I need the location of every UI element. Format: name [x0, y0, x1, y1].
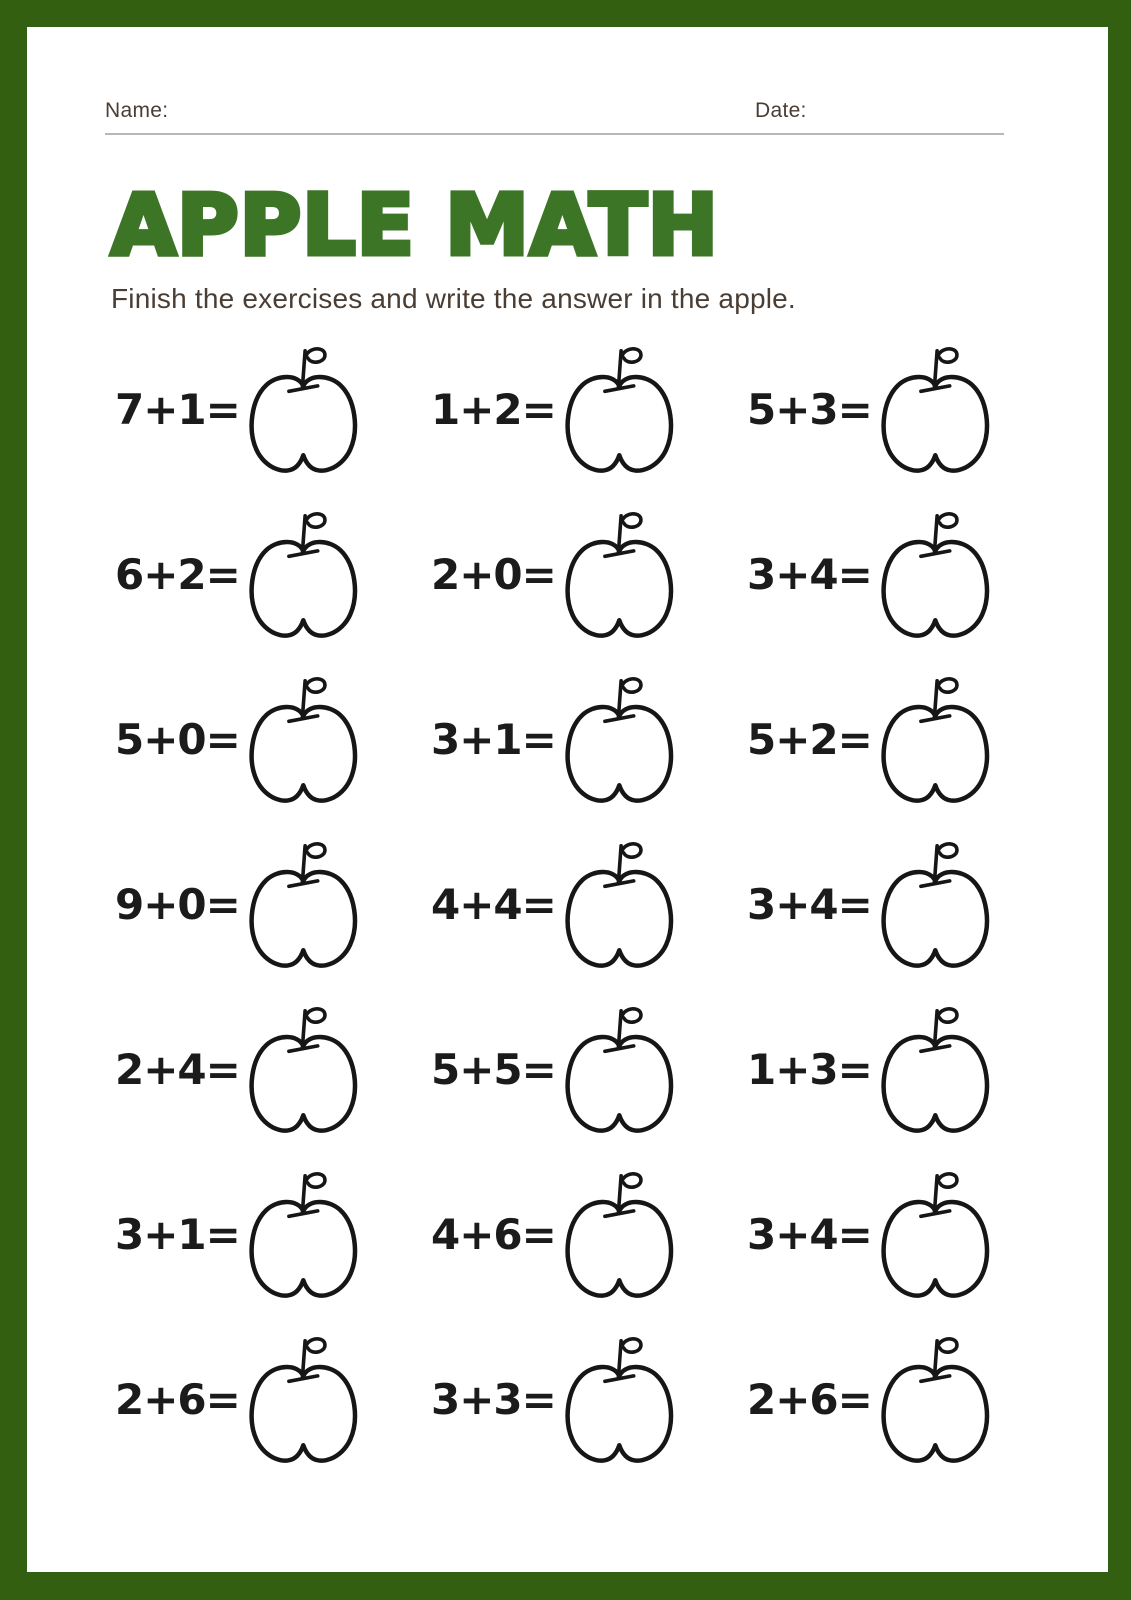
problem-cell: [747, 1169, 1063, 1305]
problem-text: 5+0=: [115, 715, 240, 764]
problems-grid: [115, 329, 1063, 1484]
problem-cell: [431, 1004, 747, 1140]
date-label: Date:: [755, 99, 807, 122]
apple-icon[interactable]: [875, 1169, 1001, 1305]
apple-icon[interactable]: [875, 509, 1001, 645]
problem-cell: [431, 344, 747, 480]
problem-text: 3+1=: [431, 715, 556, 764]
problem-text: 4+4=: [431, 880, 556, 929]
apple-icon[interactable]: [243, 674, 369, 810]
problem-text: 7+1=: [115, 385, 240, 434]
worksheet-page: [27, 27, 1108, 1572]
apple-icon[interactable]: [875, 1004, 1001, 1140]
problem-cell: [115, 674, 431, 810]
problem-text: 2+0=: [431, 550, 556, 599]
problem-cell: [747, 344, 1063, 480]
apple-icon[interactable]: [243, 344, 369, 480]
problem-text: 3+1=: [115, 1210, 240, 1259]
apple-icon[interactable]: [243, 1004, 369, 1140]
apple-icon[interactable]: [875, 839, 1001, 975]
problem-cell: [115, 1334, 431, 1470]
apple-icon[interactable]: [875, 1334, 1001, 1470]
problem-cell: [431, 674, 747, 810]
problem-text: 6+2=: [115, 550, 240, 599]
name-label: Name:: [105, 99, 169, 122]
apple-icon[interactable]: [559, 1169, 685, 1305]
title-block: [111, 175, 796, 315]
problem-text: 4+6=: [431, 1210, 556, 1259]
problem-text: 5+5=: [431, 1045, 556, 1094]
apple-icon[interactable]: [559, 1004, 685, 1140]
apple-icon[interactable]: [559, 509, 685, 645]
problem-text: 5+3=: [747, 385, 872, 434]
problem-text: 2+6=: [115, 1375, 240, 1424]
apple-icon[interactable]: [243, 509, 369, 645]
problem-text: 2+6=: [747, 1375, 872, 1424]
problem-text: 1+3=: [747, 1045, 872, 1094]
problem-cell: [747, 674, 1063, 810]
problem-cell: [115, 839, 431, 975]
problem-cell: [431, 509, 747, 645]
problem-text: 3+4=: [747, 880, 872, 929]
page-title: APPLE MATH: [111, 176, 719, 274]
problem-cell: [115, 1169, 431, 1305]
apple-icon[interactable]: [875, 344, 1001, 480]
problem-cell: [747, 1334, 1063, 1470]
apple-icon[interactable]: [243, 839, 369, 975]
instructions-text: Finish the exercises and write the answer in the apple.: [111, 283, 796, 314]
problem-text: 9+0=: [115, 880, 240, 929]
problem-cell: [115, 509, 431, 645]
problem-text: 5+2=: [747, 715, 872, 764]
problem-cell: [431, 839, 747, 975]
problem-text: 3+4=: [747, 1210, 872, 1259]
problem-text: 3+3=: [431, 1375, 556, 1424]
problem-cell: [747, 1004, 1063, 1140]
problem-cell: [747, 509, 1063, 645]
problem-cell: [747, 839, 1063, 975]
apple-icon[interactable]: [559, 344, 685, 480]
problem-cell: [431, 1334, 747, 1470]
apple-icon[interactable]: [243, 1169, 369, 1305]
problem-cell: [431, 1169, 747, 1305]
problem-text: 2+4=: [115, 1045, 240, 1094]
problem-cell: [115, 344, 431, 480]
apple-icon[interactable]: [875, 674, 1001, 810]
apple-icon[interactable]: [243, 1334, 369, 1470]
problem-cell: [115, 1004, 431, 1140]
apple-icon[interactable]: [559, 1334, 685, 1470]
problem-text: 1+2=: [431, 385, 556, 434]
apple-icon[interactable]: [559, 674, 685, 810]
name-date-line[interactable]: [105, 99, 1004, 135]
apple-icon[interactable]: [559, 839, 685, 975]
problem-text: 3+4=: [747, 550, 872, 599]
